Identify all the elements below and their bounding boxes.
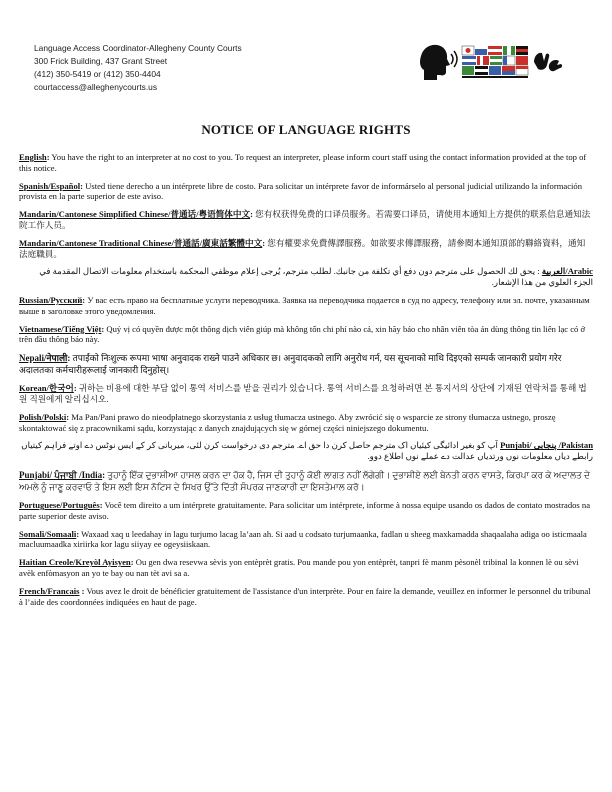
contact-coordinator: Language Access Coordinator-Allegheny County Courts (34, 43, 242, 53)
notice-russian: Russian/Русский: У вас есть право на бесплатные услуги переводчика. Заявка на переводчика подается в суд по адресу, телефону или эл. почте, указанным выше в заголовке этого уведомления. (19, 294, 590, 316)
notice-title: NOTICE OF LANGUAGE RIGHTS (201, 122, 411, 137)
speaking-head-icon (420, 45, 450, 80)
language-name-haitian-creole: Haitian Creole/Kreyòl Ayisyen (19, 557, 131, 568)
notice-portuguese: Portuguese/Português: Você tem direito a um intérprete gratuitamente. Para solicitar um intérprete, informe à nossa equipe usando os dados de contato mostrados na parte superior deste aviso. (19, 499, 591, 521)
notice-chinese-traditional: Mandarin/Cantonese Traditional Chinese/普通話/廣東話繁體中文: 您有權要求免費傳譯服務。如欲要求傳譯服務，請參閱本通知頂部的聯絡資料，通知法庭職員。 (19, 237, 586, 259)
notice-text-spanish: Usted tiene derecho a un intérprete libre de costo. Para solicitar un intérprete favor de informárselo al personal judicial utilizando la información provista en la parte superior de este aviso. (19, 180, 582, 202)
language-name-french: French/Francais (19, 585, 80, 596)
notice-english: English: You have the right to an interpreter at no cost to you. To request an interpreter, please inform court staff using the contact information provided at the top of this notice. (19, 152, 587, 173)
contact-phone: (412) 350-5419 or (412) 350-4404 (34, 69, 161, 79)
notice-text-english: You have the right to an interpreter at no cost to you. To request an interpreter, please inform court staff using the contact information provided at the top of this notice. (19, 152, 587, 173)
contact-block (34, 42, 354, 94)
notice-text-chinese-simplified: 您有权获得免费的口译员服务。若需要口译员，请使用本通知上方提供的联系信息通知法院工作人员。 (19, 209, 591, 230)
language-name-punjabi: Punjabi/ ਪੰਜਾਬੀ /India (19, 469, 103, 480)
notice-text-punjabi: ਤੁਹਾਨੂੰ ਇੱਕ ਦੁਭਾਸ਼ੀਆ ਹਾਸਲ ਕਰਨ ਦਾ ਹੱਕ ਹੈ, ਜਿਸ ਦੀ ਤੁਹਾਨੂੰ ਕੋਈ ਲਾਗਤ ਨਹੀਂ ਲੱਗੇਗੀ। ਦੁਭਾਸ਼ੀਏ ਲਈ ਬੇਨਤੀ ਕਰਨ ਵਾਸਤੇ, ਕਿਰਪਾ ਕਰ ਕੇ ਅਦਾਲਤ ਦੇ ਅਮਲੇ ਨੂੰ ਜਾਣੂ ਕਰਵਾਓ ਤੇ ਇਸ ਲਈ ਇਸ ਨੋਟਿਸ ਦੇ ਸਿਖਰ ਉੱਤੇ ਦਿੱਤੀ ਸੰਪਰਕ ਜਾਣਕਾਰੀ ਦਾ ਇਸਤੇਮਾਲ ਕਰੋ। (19, 469, 590, 492)
language-name-nepali: Nepali/नेपाली (19, 353, 68, 364)
notice-body (19, 152, 593, 614)
notice-arabic (19, 266, 593, 288)
notice-haitian-creole: Haitian Creole/Kreyòl Ayisyen: Ou gen dwa resevwa sèvis yon entèprèt gratis. Pou mande pou yon entèprèt, tanpri fè manm pèsonèl tribinal la konnen lè ou sèvi avèk enfòmasyon an yo te bay ou nan tèt avi sa a. (19, 557, 579, 578)
notice-spanish: Spanish/Español: Usted tiene derecho a un intérprete libre de costo. Para solicitar un intérprete favor de informárselo al personal judicial utilizando la información provista en la parte superior de este aviso. (19, 180, 582, 202)
flags-collage-icon (462, 46, 528, 78)
notice-punjabi: Punjabi/ ਪੰਜਾਬੀ /India: ਤੁਹਾਨੂੰ ਇੱਕ ਦੁਭਾਸ਼ੀਆ ਹਾਸਲ ਕਰਨ ਦਾ ਹੱਕ ਹੈ, ਜਿਸ ਦੀ ਤੁਹਾਨੂੰ ਕੋਈ ਲਾਗਤ ਨਹੀਂ ਲੱਗੇਗੀ। ਦੁਭਾਸ਼ੀਏ ਲਈ ਬੇਨਤੀ ਕਰਨ ਵਾਸਤੇ, ਕਿਰਪਾ ਕਰ ਕੇ ਅਦਾਲਤ ਦੇ ਅਮਲੇ ਨੂੰ ਜਾਣੂ ਕਰਵਾਓ ਤੇ ਇਸ ਲਈ ਇਸ ਨੋਟਿਸ ਦੇ ਸਿਖਰ ਉੱਤੇ ਦਿੱਤੀ ਸੰਪਰਕ ਜਾਣਕਾਰੀ ਦਾ ਇਸਤੇਮਾਲ ਕਰੋ। (19, 469, 590, 492)
contact-address: 300 Frick Building, 437 Grant Street (34, 56, 168, 66)
language-name-english: English (19, 152, 47, 162)
notice-urdu (19, 440, 593, 462)
contact-email: courtaccess@alleghenycourts.us (34, 82, 158, 92)
notice-chinese-simplified: Mandarin/Cantonese Simplified Chinese/普通话/粤语简体中文: 您有权获得免费的口译员服务。若需要口译员，请使用本通知上方提供的联系信息通知法院工作人员。 (19, 209, 591, 230)
language-name-urdu: Pakistan/ پنجابی /Punjabi (500, 440, 593, 451)
notice-vietnamese: Vietnamese/Tiếng Việt: Quý vị có quyền được một thông dịch viên giúp mà không tốn chi phí nào cả, xin hãy báo cho nhân viên tòa án dùng thông tin liên lạc có ở trên đầu thông báo này. (19, 323, 586, 345)
notice-text-arabic: : يحق لك الحصول على مترجم دون دفع أي تكلفة من جانبك. لطلب مترجم، يُرجى إعلام موظفي المحكمة باستخدام معلومات الاتصال المقدمة في الجزء العلوي من هذا الإشعار. (39, 266, 593, 288)
notice-text-korean: 귀하는 비용에 대한 부담 없이 통역 서비스를 받을 권리가 있습니다. 통역 서비스를 요청하려면 본 통지서의 상단에 기재된 연락처를 통해 법원 직원에게 알리십시오. (19, 383, 587, 404)
language-name-spanish: Spanish/Español (19, 180, 81, 191)
notice-text-nepali: तपाईंको निःशुल्क रूपमा भाषा अनुवादक राख्ने पाउने अधिकार छ। अनुवादकको लागि अनुरोध गर्न, यस सूचनाको माथि दिइएको सम्पर्क जानकारी प्रयोग गरेर अदालतका कर्मचारीहरूलाई जानकारी दिनुहोस्। (19, 353, 562, 376)
notice-polish: Polish/Polski: Ma Pan/Pani prawo do nieodpłatnego skorzystania z usług tłumacza ustnego. Aby zwrócić się o wsparcie ze strony tłumacza ustnego, proszę skontaktować się z pracownikami sądu, korzystając z danych znajdujących się w górnej części niniejszego dokumentu. (19, 411, 556, 433)
notice-text-polish: Ma Pan/Pani prawo do nieodpłatnego skorzystania z usług tłumacza ustnego. Aby zwrócić się o wsparcie ze strony tłumacza ustnego, proszę skontaktować się z pracownikami sądu, korzystając z danych znajdujących się w górnej części niniejszego dokumentu. (19, 411, 556, 433)
language-name-chinese-traditional: Mandarin/Cantonese Traditional Chinese/普通話/廣東話繁體中文 (19, 237, 263, 248)
notice-korean: Korean/한국어: 귀하는 비용에 대한 부담 없이 통역 서비스를 받을 권리가 있습니다. 통역 서비스를 요청하려면 본 통지서의 상단에 기재된 연락처를 통해 법원 직원에게 알리십시오. (19, 383, 587, 404)
notice-text-portuguese: Você tem direito a um intérprete gratuitamente. Para solicitar um intérprete, informe à nossa equipe usando os dados de contato mostrados na parte superior deste aviso. (19, 499, 591, 521)
notice-text-russian: У вас есть право на бесплатные услуги переводчика. Заявка на переводчика подается в суд по адресу, телефону или эл. почте, указанным выше в заголовке этого уведомления. (19, 294, 590, 316)
notice-french: French/Francais : Vous avez le droit de bénéficier gratuitement de l'assistance d'un interprète. Pour en faire la demande, veuillez en informer le personnel du tribunal à l’aide des coordonnées indiquées en haut de page. (19, 585, 591, 607)
language-name-korean: Korean/한국어 (19, 383, 74, 394)
language-name-somali: Somali/Somaali (19, 528, 77, 539)
notice-text-french: Vous avez le droit de bénéficier gratuitement de l'assistance d'un interprète. Pour en faire la demande, veuillez en informer le personnel du tribunal à l’aide des coordonnées indiquées en haut de page. (19, 585, 591, 607)
language-name-portuguese: Portuguese/Português (19, 499, 100, 510)
notice-text-urdu: آپ کو بغیر ادائیگی کیئیاں اک مترجم حاصل کرن دا حق اے. مترجم دی درخواست کرن لئی، میربانی کر کے ایس نوٹس دے اوتے فراہم کیتیاں رابطے دیاں معلومات نوں ورتدیاں عدالت دے عملے نوں اطلاع دوو. (21, 440, 593, 462)
notice-somali: Somali/Somaali: Waxaad xaq u leedahay in lagu turjumo lacag la’aan ah. Si aad u codsato turjumaanka, fadlan u sheeg maxkamadda shaqaalaha adiga oo isticmaala macluumaadka xiriirka kor lagu siiyay ee ogeysiiskaan. (19, 528, 587, 550)
language-name-chinese-simplified: Mandarin/Cantonese Simplified Chinese/普通话/粤语简体中文 (19, 209, 251, 220)
sign-language-hands-icon (534, 53, 562, 71)
language-name-arabic: Arabic/العربية (541, 266, 593, 277)
language-name-polish: Polish/Polski (19, 411, 67, 422)
notice-nepali: Nepali/नेपाली: तपाईंको निःशुल्क रूपमा भाषा अनुवादक राख्ने पाउने अधिकार छ। अनुवादकको लागि अनुरोध गर्न, यस सूचनाको माथि दिइएको सम्पर्क जानकारी प्रयोग गरेर अदालतका कर्मचारीहरूलाई जानकारी दिनुहोस्। (19, 353, 562, 376)
notice-text-somali: Waxaad xaq u leedahay in lagu turjumo lacag la’aan ah. Si aad u codsato turjumaanka, fadlan u sheeg maxkamadda shaqaalaha adiga oo isticmaala macluumaadka xiriirka kor lagu siiyay ee ogeysiiskaan. (19, 528, 587, 550)
language-access-logo (418, 40, 568, 86)
language-name-russian: Russian/Русский (19, 294, 83, 305)
language-name-vietnamese: Vietnamese/Tiếng Việt (19, 323, 102, 334)
notice-text-chinese-traditional: 您有權要求免費傳譯服務。如欲要求傳譯服務，請參閱本通知頂部的聯絡資料，通知法庭職員。 (19, 237, 586, 259)
notice-text-vietnamese: Quý vị có quyền được một thông dịch viên giúp mà không tốn chi phí nào cả, xin hãy báo cho nhân viên tòa án dùng thông tin liên lạc có ở trên đầu thông báo này. (19, 323, 586, 345)
notice-text-haitian-creole: Ou gen dwa resevwa sèvis yon entèprèt gratis. Pou mande pou yon entèprèt, tanpri fè manm pèsonèl tribinal la konnen lè ou sèvi avèk enfòmasyon an yo te bay ou nan tèt avi sa a. (19, 557, 579, 578)
